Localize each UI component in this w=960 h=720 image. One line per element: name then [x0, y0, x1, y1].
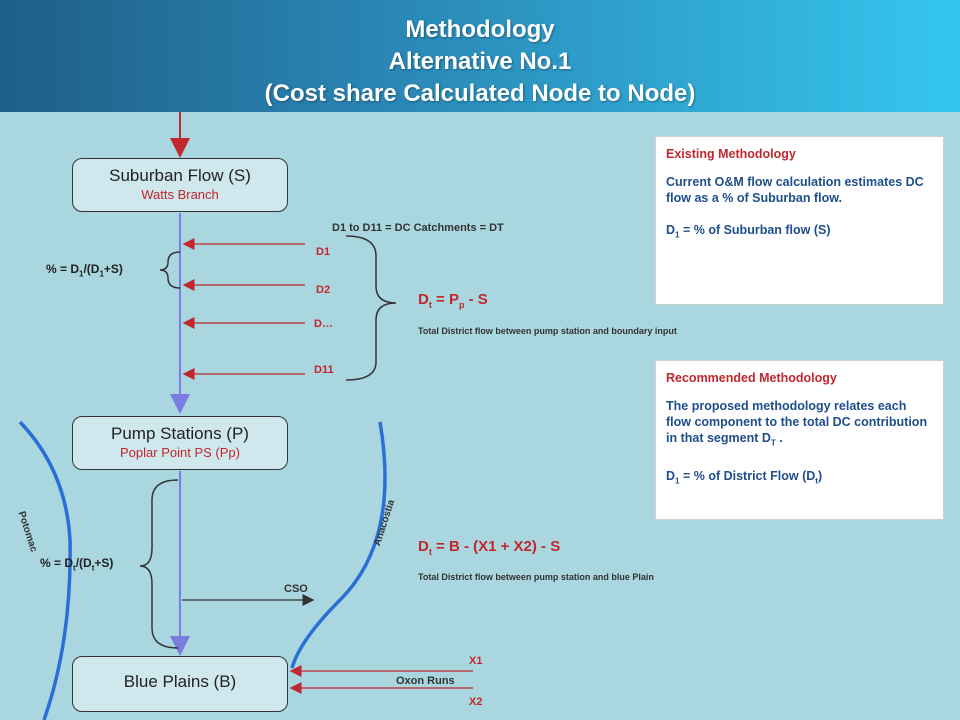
percent2-part-a: % = D	[40, 556, 74, 570]
oxon-x1-label: X1	[469, 655, 483, 667]
existing-methodology-box	[655, 136, 944, 305]
formula2-tail: = B - (X1 + X2) - S	[431, 538, 561, 555]
percent1-part-a: % = D	[46, 262, 80, 276]
recommended-equation	[666, 468, 933, 490]
formula-dt-blue	[418, 538, 560, 557]
percent1-sub-2: 1	[99, 269, 104, 279]
recommended-eq-sub: 1	[675, 476, 680, 485]
recommended-heading: Recommended Methodology	[666, 371, 837, 385]
suburban-flow-node	[72, 158, 288, 212]
formula2-note: Total District flow between pump station and blue Plain	[418, 572, 654, 582]
formula2-d: D	[418, 538, 429, 555]
percent2-sub-2: t	[91, 563, 95, 573]
blue-plains-node	[72, 656, 288, 712]
anacostia-label: Anacostia	[372, 498, 398, 548]
pump-stations-title: Pump Stations (P)	[111, 424, 249, 443]
existing-eq-sub: 1	[675, 230, 680, 240]
recommended-eq-c: )	[817, 468, 823, 483]
title-line-1: Methodology	[405, 16, 555, 43]
formula2-d-sub: t	[428, 547, 432, 557]
recommended-body-b: .	[775, 431, 783, 445]
recommended-body	[666, 398, 933, 452]
blue-plains-title: Blue Plains (B)	[123, 672, 237, 691]
recommended-eq-sub2: t	[815, 476, 818, 485]
percent2-part-c: +S)	[94, 556, 114, 570]
cso-label: CSO	[284, 583, 308, 595]
formula-dt-pump	[418, 291, 488, 310]
pump-stations-node	[72, 416, 288, 470]
percent1-sub-1: 1	[79, 269, 84, 279]
percent-formula-2	[40, 556, 113, 572]
suburban-flow-subtitle: Watts Branch	[141, 187, 219, 202]
formula1-tail: - S	[464, 291, 488, 308]
existing-eq-b: = % of Suburban flow (S)	[679, 223, 831, 237]
recommended-eq-b: = % of District Flow (D	[679, 468, 816, 483]
percent2-part-b: /(D	[75, 556, 92, 570]
oxon-x2-label: X2	[469, 696, 483, 708]
recommended-body-sub: T	[770, 438, 776, 448]
formula1-mid: = P	[431, 291, 459, 308]
pump-stations-subtitle: Poplar Point PS (Pp)	[120, 445, 240, 460]
suburban-flow-title: Suburban Flow (S)	[109, 166, 251, 185]
percent2-sub-1: t	[73, 563, 76, 573]
percent1-part-b: /(D	[83, 262, 100, 276]
catchments-header: D1 to D11 = DC Catchments = DT	[332, 222, 504, 234]
percent-brace-2	[140, 480, 178, 648]
percent1-part-c: +S)	[103, 262, 123, 276]
input-label-d2: D2	[316, 284, 331, 296]
percent-formula-1	[46, 262, 123, 278]
recommended-body-a: The proposed methodology relates each flow component to the total DC contribution in that segment D	[666, 399, 928, 445]
formula1-note: Total District flow between pump station and boundary input	[418, 326, 677, 336]
recommended-eq-a: D	[666, 468, 676, 483]
existing-heading: Existing Methodology	[666, 147, 796, 161]
title-line-3: (Cost share Calculated Node to Node)	[264, 80, 696, 107]
title-line-2: Alternative No.1	[388, 48, 572, 75]
percent-brace-1	[160, 252, 180, 288]
catchment-brace	[346, 236, 396, 380]
existing-equation	[666, 222, 933, 244]
recommended-methodology-box	[655, 360, 944, 520]
existing-body: Current O&M flow calculation estimates DC flow as a % of Suburban flow.	[666, 175, 924, 205]
formula1-p-sub: p	[458, 300, 465, 310]
potomac-label: Potomac	[15, 510, 40, 554]
input-label-d11: D11	[314, 364, 334, 376]
oxon-runs-label: Oxon Runs	[396, 675, 455, 687]
existing-eq-a: D	[666, 223, 676, 237]
formula1-d: D	[418, 291, 429, 308]
formula1-d-sub: t	[428, 300, 432, 310]
input-label-d-dots: D…	[314, 318, 333, 330]
anacostia-river	[292, 422, 385, 668]
input-label-d1: D1	[316, 246, 331, 258]
